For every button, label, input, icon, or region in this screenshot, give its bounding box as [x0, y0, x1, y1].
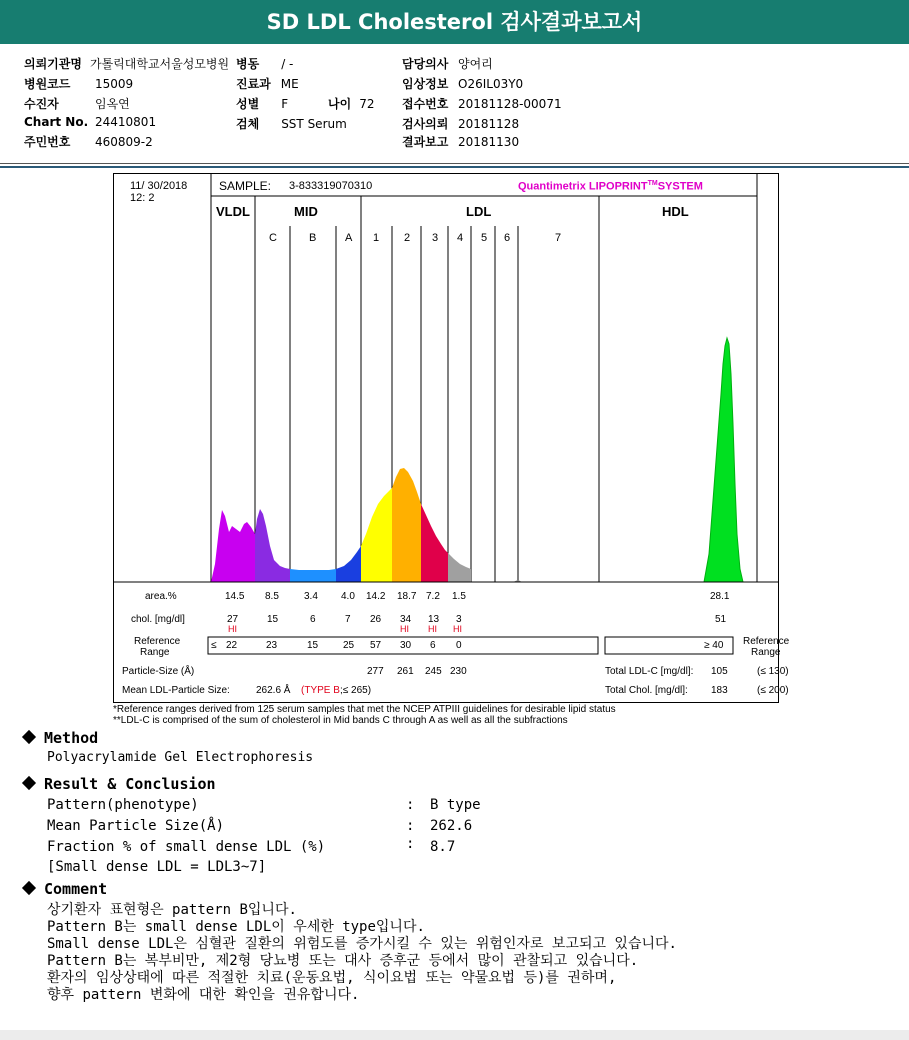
ldl1-peak	[361, 488, 392, 582]
area-a: 4.0	[341, 591, 355, 602]
row-label-ref-right1: Reference	[743, 636, 790, 647]
header-row-specimen	[236, 115, 347, 132]
row-label-area: area.%	[145, 591, 177, 602]
comment-heading-text: Comment	[44, 880, 108, 898]
ref-c: 23	[266, 640, 278, 651]
header-row-institution	[24, 55, 229, 72]
hi-flag-l2: HI	[400, 624, 409, 634]
header-row-doctor	[402, 55, 493, 72]
mean-size-type: (TYPE B	[301, 685, 340, 696]
report-time: 12: 2	[130, 192, 155, 204]
header-row-report-date	[402, 133, 519, 150]
band-label-3: 3	[432, 232, 439, 244]
header-key: 병동	[236, 57, 260, 71]
band-label-5: 5	[481, 232, 488, 244]
header-value: 가톨릭대학교서울성모병원	[90, 57, 230, 71]
density-curve	[211, 338, 743, 582]
ref-a: 25	[343, 640, 355, 651]
band-label-2: 2	[404, 232, 411, 244]
area-l3: 7.2	[426, 591, 440, 602]
bullet-diamond-icon	[22, 881, 36, 895]
result-value-fraction: 8.7	[430, 839, 456, 855]
brand-tm: TM	[647, 180, 658, 187]
header-divider-accent	[0, 166, 909, 168]
header-key: 진료과	[236, 77, 271, 91]
header-row-ward	[236, 55, 293, 72]
header-value: 15009	[95, 77, 134, 91]
brand-logo	[518, 180, 703, 193]
result-label-fraction: Fraction % of small dense LDL (%)	[47, 839, 326, 855]
band-label-6: 6	[504, 232, 511, 244]
comment-line: 향후 pattern 변화에 대한 확인을 권유합니다.	[47, 987, 360, 1003]
header-row-patient	[24, 95, 130, 112]
page-bottom-strip	[0, 1030, 909, 1040]
vldl-peak	[211, 510, 255, 582]
ref-l4: 0	[456, 640, 462, 651]
header-key: 검사의뢰	[402, 117, 449, 131]
area-b: 3.4	[304, 591, 318, 602]
header-key: 접수번호	[402, 97, 449, 111]
header-row-clinical-info	[402, 75, 523, 92]
chol-l1: 26	[370, 614, 382, 625]
header-value: 양여리	[458, 57, 493, 71]
header-row-age	[328, 95, 374, 112]
bullet-diamond-icon	[22, 776, 36, 790]
chol-hdl: 51	[715, 614, 727, 625]
hi-flag-l3: HI	[428, 624, 437, 634]
chol-b: 6	[310, 614, 316, 625]
header-divider	[0, 163, 909, 164]
ldl3-peak	[421, 504, 448, 582]
footnote-ldl: **LDL-C is comprised of the sum of cholesterol in Mid bands C through A as well as all the subfractions	[113, 715, 568, 726]
mean-size-ref: ;≤ 265)	[340, 685, 372, 696]
chol-c: 15	[267, 614, 279, 625]
result-heading-text: Result & Conclusion	[44, 775, 216, 793]
ref-hdl: ≥ 40	[704, 640, 724, 651]
ldl4-peak	[448, 553, 471, 582]
group-mid: MID	[294, 204, 318, 219]
result-note: [Small dense LDL = LDL3~7]	[47, 859, 267, 875]
hi-flag-vldl: HI	[228, 624, 237, 634]
total-chol-value: 183	[711, 685, 728, 696]
ref-b: 15	[307, 640, 319, 651]
sample-id: 3-833319070310	[289, 180, 373, 192]
comment-line: 환자의 임상상태에 따른 적절한 치료(운동요법, 식이요법 또는 약물요법 등)를 권하며,	[47, 970, 617, 986]
area-vldl: 14.5	[225, 591, 245, 602]
area-c: 8.5	[265, 591, 279, 602]
total-ldl-ref: (≤ 130)	[757, 666, 789, 677]
band-label-a: A	[345, 232, 353, 244]
brand-system: SYSTEM	[657, 180, 703, 193]
mean-size-label: Mean LDL-Particle Size:	[122, 685, 230, 696]
result-heading	[24, 775, 216, 793]
row-label-chol: chol. [mg/dl]	[131, 614, 185, 625]
header-row-chart-no	[24, 115, 156, 129]
band-label-4: 4	[457, 232, 464, 244]
result-value-pattern: B type	[430, 797, 481, 813]
psize-l2: 261	[397, 666, 414, 677]
chol-l3: 13	[428, 614, 440, 625]
band-b-peak	[290, 569, 336, 582]
row-label-ref2: Range	[140, 647, 170, 658]
header-key: 검체	[236, 117, 260, 131]
psize-l4: 230	[450, 666, 467, 677]
brand-name: Quantimetrix LIPOPRINT	[518, 180, 648, 193]
total-chol-ref: (≤ 200)	[757, 685, 789, 696]
chol-vldl: 27	[227, 614, 239, 625]
chol-l4: 3	[456, 614, 462, 625]
header-row-request-date	[402, 115, 519, 132]
ldl2-peak	[392, 468, 421, 582]
area-l2: 18.7	[397, 591, 417, 602]
header-value: 72	[359, 97, 375, 111]
bullet-diamond-icon	[22, 730, 36, 744]
ref-l3: 6	[430, 640, 436, 651]
comment-line: Pattern B는 small dense LDL이 우세한 type입니다.	[47, 919, 425, 935]
report-date: 11/ 30/2018	[130, 180, 188, 192]
hdl-peak	[704, 338, 743, 582]
comment-line: 상기환자 표현형은 pattern B입니다.	[47, 902, 297, 918]
header-key: 주민번호	[24, 135, 71, 149]
footnote-reference: *Reference ranges derived from 125 serum samples that met the NCEP ATPIII guidelines for desirable lipid status	[113, 704, 616, 715]
chol-l2: 34	[400, 614, 412, 625]
total-ldl-value: 105	[711, 666, 728, 677]
psize-l1: 277	[367, 666, 384, 677]
result-sep: :	[406, 797, 415, 813]
band-a-peak	[336, 546, 361, 582]
area-l4: 1.5	[452, 591, 466, 602]
total-chol-label: Total Chol. [mg/dl]:	[605, 685, 688, 696]
densitometry-chart	[114, 174, 781, 702]
psize-l3: 245	[425, 666, 442, 677]
method-heading-text: Method	[44, 729, 99, 747]
header-value: 460809-2	[95, 135, 153, 149]
header-key: 결과보고	[402, 135, 449, 149]
header-key: 나이	[328, 97, 352, 111]
band-label-7: 7	[555, 232, 562, 244]
row-label-ref1: Reference	[134, 636, 181, 647]
header-value: O26IL03Y0	[458, 77, 524, 91]
hi-flag-l4: HI	[453, 624, 462, 634]
band-c-peak	[255, 509, 290, 582]
header-value: / -	[281, 57, 294, 71]
method-heading	[24, 729, 98, 747]
header-row-hospital-code	[24, 75, 133, 92]
header-value: F	[281, 97, 289, 111]
header-key: Chart No.	[24, 115, 89, 129]
header-value: SST Serum	[281, 117, 347, 131]
header-key: 의뢰기관명	[24, 57, 82, 71]
result-value-mean-size: 262.6	[430, 818, 473, 834]
header-key: 담당의사	[402, 57, 449, 71]
header-key: 성별	[236, 97, 260, 111]
header-key: 수진자	[24, 97, 59, 111]
mean-size-value: 262.6 Å	[256, 685, 291, 696]
result-label-pattern: Pattern(phenotype)	[47, 797, 199, 813]
header-value: 20181128-00071	[458, 97, 562, 111]
result-sep: :	[406, 818, 415, 834]
header-row-sex	[236, 95, 288, 112]
group-ldl: LDL	[466, 204, 492, 219]
ref-le-symbol: ≤	[211, 640, 217, 651]
ref-l1: 57	[370, 640, 382, 651]
ref-l2: 30	[400, 640, 412, 651]
result-sep: :	[406, 836, 415, 852]
header-value: 20181128	[458, 117, 520, 131]
row-label-psize: Particle-Size (Å)	[122, 666, 195, 677]
group-vldl: VLDL	[216, 204, 250, 219]
header-value: 임옥연	[95, 97, 130, 111]
comment-heading	[24, 880, 107, 898]
area-l1: 14.2	[366, 591, 386, 602]
header-row-receipt-no	[402, 95, 562, 112]
report-title: SD LDL Cholesterol 검사결과보고서	[0, 0, 909, 44]
total-ldl-label: Total LDL-C [mg/dl]:	[605, 666, 694, 677]
header-key: 병원코드	[24, 77, 71, 91]
area-hdl: 28.1	[710, 591, 730, 602]
header-value: ME	[280, 77, 299, 91]
header-row-dept	[236, 75, 299, 92]
comment-line: Pattern B는 복부비만, 제2형 당뇨병 또는 대사 증후군 등에서 많이 관찰되고 있습니다.	[47, 953, 639, 969]
result-label-mean-size: Mean Particle Size(Å)	[47, 818, 225, 834]
comment-line: Small dense LDL은 심혈관 질환의 위험도를 증가시킬 수 있는 위험인자로 보고되고 있습니다.	[47, 936, 677, 952]
band-label-b: B	[309, 232, 317, 244]
band-label-1: 1	[373, 232, 380, 244]
ref-vldl: 22	[226, 640, 238, 651]
header-row-resident-no	[24, 133, 153, 150]
band-label-c: C	[269, 232, 277, 244]
method-text: Polyacrylamide Gel Electrophoresis	[47, 750, 314, 765]
sample-label: SAMPLE:	[219, 179, 272, 193]
header-value: 24410801	[95, 115, 157, 129]
lipoprint-report	[113, 173, 790, 703]
chol-a: 7	[345, 614, 351, 625]
row-label-ref-right2: Range	[751, 647, 781, 658]
group-hdl: HDL	[662, 204, 689, 219]
header-value: 20181130	[458, 135, 520, 149]
header-key: 임상정보	[402, 77, 449, 91]
